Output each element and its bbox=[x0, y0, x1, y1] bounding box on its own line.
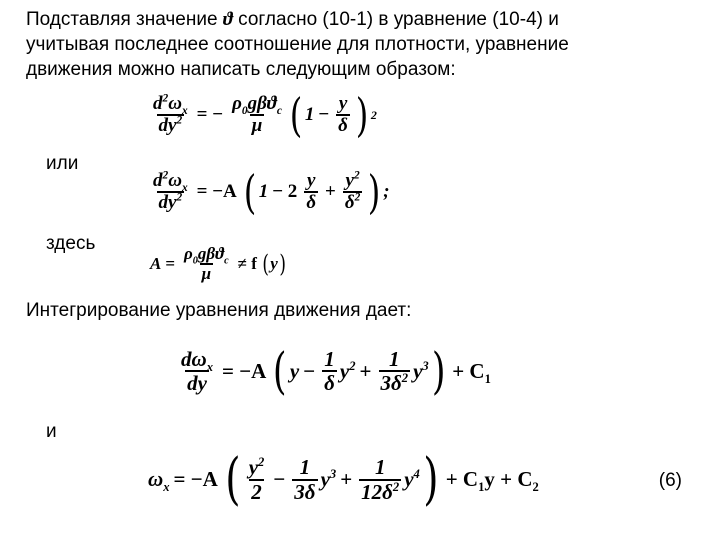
label-zdes: здесь bbox=[46, 233, 96, 254]
label-i: и bbox=[46, 421, 57, 442]
intro-line-3: движения можно написать следующим образом: bbox=[26, 59, 456, 80]
equation-4: $\frac{d\omega_x}{dy}$ = −A ( y − $\frac{1}{\delta}$ $y^2$ + $\frac{1}{3\delta^2}$ $y^3$ ) + $C_1$ bbox=[181, 342, 491, 400]
equation-5: $\omega_x$ = −A ( $\frac{y^2}{2}$ − $\frac{1}{3\delta}$ $y^3$ + $\frac{1}{12\delta^2}$ $y^4$ ) + $C_1y + C_2$ bbox=[148, 447, 539, 512]
equation-number: (6) bbox=[658, 470, 682, 491]
label-ili: или bbox=[46, 153, 79, 174]
equation-3: A = $\frac{\rho_0g\beta ϑ_c}{\mu}$ ≠ f ( y ) bbox=[150, 244, 286, 283]
equation-2: $\frac{d^2\omega_x}{dy^2}$ = −A ( 1 − 2 $\frac{y}{\delta}$ + $\frac{y^2}{\delta^2}$ ) ; bbox=[153, 165, 390, 219]
intro-line-1-start: Подставляя значение bbox=[26, 9, 223, 30]
equation-1: $\frac{d^2\omega_x}{dy^2}$ = − $\frac{\rho_0g\beta ϑ_c}{\mu}$ ( 1 − $\frac{y}{\delta}$ ) 2 bbox=[153, 88, 377, 142]
theta-symbol: ϑ bbox=[222, 9, 233, 30]
intro-line-2: учитывая последнее соотношение для плотности, уравнение bbox=[26, 34, 569, 55]
intro-paragraph bbox=[26, 8, 706, 83]
label-integration: Интегрирование уравнения движения дает: bbox=[26, 300, 412, 321]
intro-line-1 bbox=[26, 8, 706, 33]
intro-line-1-end: согласно (10-1) в уравнение (10-4) и bbox=[232, 9, 559, 30]
